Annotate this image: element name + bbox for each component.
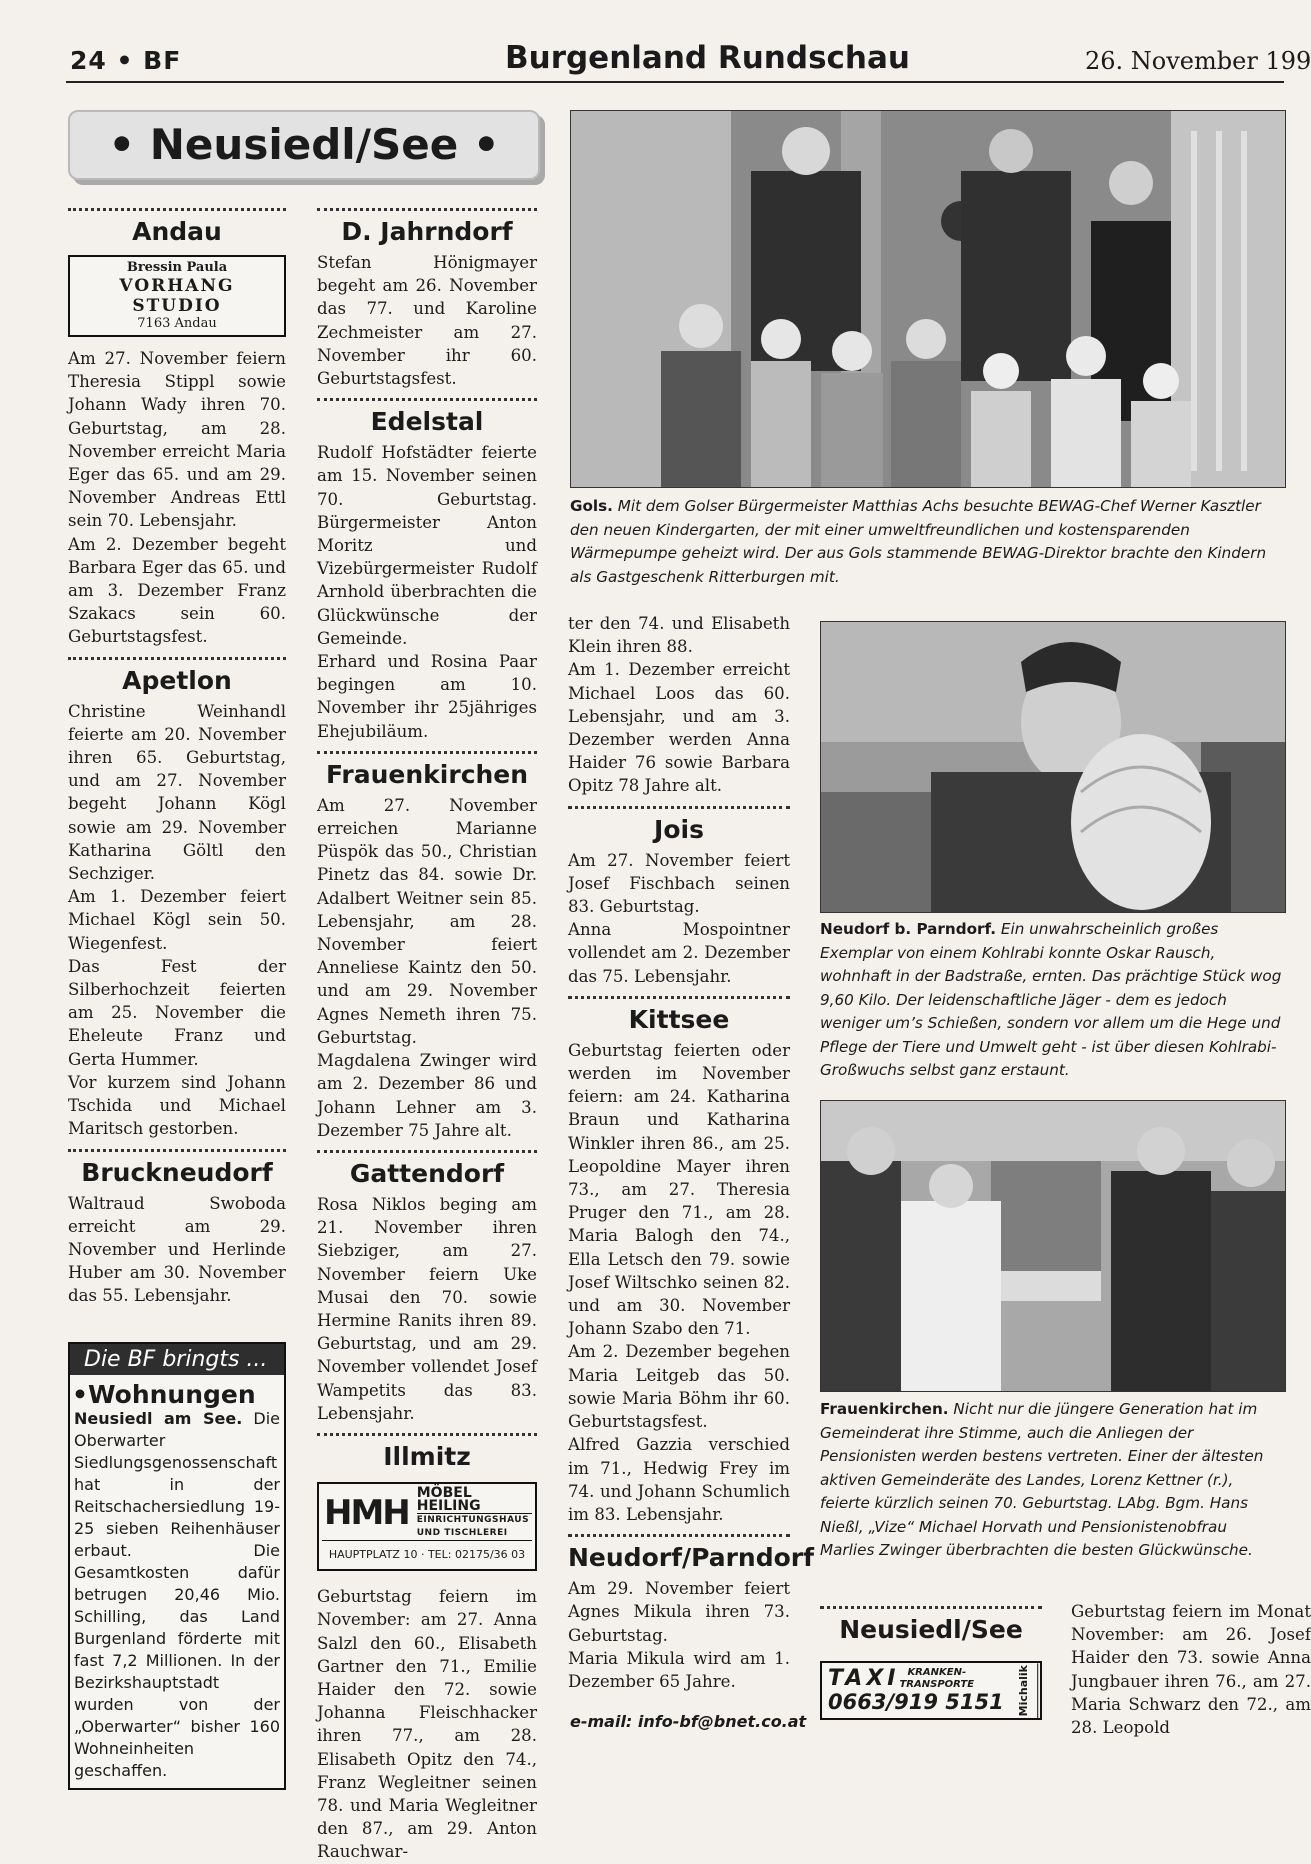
caption-gols [570, 495, 1284, 591]
paragraph: Waltraud Swoboda erreicht am 29. November und Herlinde Huber am 30. November das 55. Lebensjahr. [68, 1193, 286, 1306]
bf-bringts-box [68, 1342, 286, 1790]
bf-box-body: Die Oberwarter Siedlungsgenossenschaft hat in der Reitschachersiedlung 19-25 sieben Reihenhäuser erbaut. Die Gesamtkosten dafür betrugen 20,46 Mio. Schilling, das Land Burgenland förderte mit fast 7,2 Millionen. In der Bezirkshauptstadt wurden von der „Oberwarter“ bisher 160 Wohneinheiten geschaffen. [74, 1408, 280, 1780]
photo-gols-kindergarten [570, 110, 1286, 488]
paragraph: Am 27. November feiern Theresia Stippl sowie Johann Wady ihren 70. Geburtstag, am 28. November erreicht Maria Eger das 65. und am 29. November Andreas Ettl sein 70. Lebensjahr. [68, 349, 286, 531]
heading-illmitz: Illmitz [383, 1441, 471, 1471]
caption-text: Mit dem Golser Bürgermeister Matthias Achs besuchte BEWAG-Chef Werner Kasztler den neuen Kindergarten, der mit einer umweltfreundlichen und kostensparenden Wärmepumpe geheizt wird. Der aus Gols stammende BEWAG-Direktor brachte den Kindern als Gastgeschenk Ritterburgen mit. [570, 497, 1267, 586]
paragraph: Vor kurzem sind Johann Tschida und Michael Maritsch gestorben. [68, 1072, 286, 1139]
heading-apetlon: Apetlon [122, 665, 232, 695]
column-4 [820, 1598, 1042, 1720]
divider [568, 806, 790, 809]
paragraph: Christine Weinhandl feierte am 20. November ihren 65. Geburtstag, und am 27. November begeht Johann Kögl sowie am 29. November Katharina Göltl den Sechziger. [68, 701, 286, 884]
paragraph: Geburtstag feiern im Monat November: am 26. Josef Haider den 73. sowie Anna Jungbauer ihren 76., am 27. Maria Schwarz den 72., am 28. Leopold [1071, 1602, 1311, 1738]
heading-edelstal: Edelstal [370, 407, 484, 437]
paragraph: Am 27. November erreichen Marianne Püspök das 50., Christian Pinetz das 84. sowie Dr. Adalbert Weitner sein 85. Lebensjahr, am 28. November feiert Anneliese Kaintz den 50. und am 29. November Agnes Nemeth ihren 75. Geburtstag. [317, 795, 537, 1047]
column-1 [68, 200, 286, 1790]
paragraph: Geburtstag feiern im November: am 27. Anna Salzl den 60., Elisabeth Gartner den 71., Emilie Haider den 72. sowie Johanna Fleischhacker ihren 77., am 28. Elisabeth Opitz den 74., Franz Wegleitner seinen 78. und Maria Wegleitner den 87., am 29. Anton Rauchwar- [317, 1587, 537, 1862]
photo-frauenkirchen-group [820, 1100, 1286, 1392]
caption-location: Neudorf b. Parndorf. [820, 920, 997, 938]
divider [317, 398, 537, 401]
heading-gattendorf: Gattendorf [349, 1158, 505, 1188]
caption-frauenkirchen [820, 1398, 1284, 1568]
divider [317, 751, 537, 754]
divider [317, 1433, 537, 1436]
caption-location: Frauenkirchen. [820, 1400, 949, 1418]
heading-jahrndorf: D. Jahrndorf [341, 217, 513, 246]
bf-box-lead: Neusiedl am See. [74, 1408, 243, 1428]
taxi-sub [899, 1667, 974, 1691]
header-rule [66, 81, 1284, 83]
paragraph: Am 2. Dezember begeht Barbara Eger das 65. und am 3. Dezember Franz Szakacs sein 60. Geburtstagsfest. [68, 534, 286, 647]
heading-bruckneudorf: Bruckneudorf [81, 1157, 273, 1187]
caption-neudorf [820, 918, 1284, 1088]
taxi-main [822, 1665, 1010, 1716]
newspaper-title: Burgenland Rundschau [505, 40, 910, 76]
taxi-word: TAXI [828, 1666, 900, 1692]
heading-jois: Jois [654, 814, 704, 844]
paragraph: Rudolf Hofstädter feierte am 15. November seinen 70. Geburtstag. Bürgermeister Anton Moritz und Vizebürgermeister Rudolf Arnhold überbrachten die Glückwünsche der Gemeinde. [317, 443, 537, 648]
ad-name: MÖBEL HEILING [417, 1487, 532, 1514]
photo-gols-image [571, 111, 1285, 487]
photo-neudorf-kohlrabi [820, 621, 1286, 913]
divider [568, 1534, 790, 1537]
paragraph: Am 2. Dezember begehen Maria Leitgeb das 50. sowie Maria Böhm ihr 60. Geburtstagsfest. [568, 1342, 790, 1432]
taxi-sub-line: TRANSPORTE [899, 1679, 975, 1691]
column-2 [317, 200, 537, 1864]
taxi-top [828, 1667, 1004, 1691]
divider [68, 1149, 286, 1152]
photo-frauenkirchen-image [821, 1101, 1285, 1391]
divider [68, 657, 286, 660]
caption-location: Gols. [570, 497, 613, 515]
hmh-logo: HMH [324, 1493, 409, 1534]
paragraph: Am 29. November feiert Agnes Mikula ihren 73. Geburtstag. [568, 1579, 790, 1645]
taxi-phone: 0663/919 5151 [828, 1690, 1004, 1715]
heading-frauenkirchen: Frauenkirchen [325, 759, 529, 789]
paragraph: Geburtstag feierten oder werden im November feiern: am 24. Katharina Braun und Katharina Winkler ihren 86., am 25. Leopoldine Mayer ihren 73., am 27. Theresia Pruger den 71., am 28. Maria Balogh den 74., Ella Letsch den 79. sowie Josef Wiltschko seinen 82. und am 30. November Johann Szabo den 71. [568, 1040, 790, 1339]
bf-box-text [70, 1408, 284, 1788]
taxi-owner: Michalik [1010, 1663, 1038, 1718]
ad-right [416, 1484, 532, 1540]
page-number: 24 • BF [70, 46, 182, 75]
photo-kohlrabi-image [821, 622, 1285, 912]
column-3 [568, 612, 815, 1693]
paragraph: ter den 74. und Elisabeth Klein ihren 88. [568, 614, 790, 657]
ad-address: HAUPTPLATZ 10 · TEL: 02175/36 03 [322, 1540, 532, 1566]
caption-text: Nicht nur die jüngere Generation hat im Gemeinderat ihre Stimme, auch die Anliegen der Pensionisten werden bestens vertreten. Einer der ältesten aktiven Gemeinderäte des Landes, Lorenz Kettner (r.), feierte kürzlich seinen 70. Geburtstag. LAbg. Bgm. Hans Nießl, „Vize“ Michael Horvath und Pensionistenobfrau Marlies Zwinger überbrachten die besten Glückwünsche. [820, 1400, 1264, 1559]
ad-top [322, 1484, 532, 1540]
taxi-sub-line: KRANKEN- [907, 1667, 967, 1679]
section-banner: • Neusiedl/See • [68, 110, 540, 180]
bf-box-head: Die BF bringts ... [70, 1344, 284, 1375]
ad-sub: UND TISCHLEREI [416, 1527, 508, 1538]
divider [568, 996, 790, 999]
caption-text: Ein unwahrscheinlich großes Exemplar von einem Kohlrabi konnte Oskar Rausch, wohnhaft in der Badstraße, ernten. Das prächtige Stück wog 9,60 Kilo. Der leidenschaftliche Jäger - dem es jedoch weniger um’s Schießen, sondern vor allem um die Hege und Pflege der Tiere und Umwelt geht - ist über diesen Kohlrabi-Großwuchs selbst ganz erstaunt. [820, 920, 1282, 1079]
ad-taxi [820, 1661, 1042, 1720]
heading-andau: Andau [132, 217, 222, 246]
paragraph: Magdalena Zwinger wird am 2. Dezember 86 und Johann Lehner am 3. Dezember 75 Jahre alt. [317, 1051, 537, 1140]
paragraph: Das Fest der Silberhochzeit feierten am 25. November die Eheleute Franz und Gerta Hummer. [68, 956, 286, 1069]
paragraph: Maria Mikula wird am 1. Dezember 65 Jahre. [568, 1648, 790, 1691]
paragraph: Am 27. November feiert Josef Fischbach seinen 83. Geburtstag. [568, 850, 790, 917]
bf-box-title: •Wohnungen [72, 1379, 256, 1409]
ad-sub: EINRICHTUNGSHAUS [416, 1514, 530, 1525]
heading-kittsee: Kittsee [628, 1004, 730, 1034]
ad-line: 7163 Andau [137, 316, 217, 331]
divider [68, 208, 286, 211]
ad-moebel-heiling [317, 1482, 537, 1571]
issue-date: 26. November 199 [1085, 47, 1311, 75]
column-5 [1071, 1600, 1311, 1770]
paragraph: Alfred Gazzia verschied im 71., Hedwig Frey im 74. und Johann Schumlich im 83. Lebensjahr. [568, 1435, 790, 1524]
heading-neusiedl: Neusiedl/See [839, 1615, 1023, 1644]
divider [820, 1606, 1042, 1609]
heading-neudorf-parndorf: Neudorf/Parndorf [568, 1543, 815, 1573]
paragraph: Erhard und Rosina Paar begingen am 10. November ihr 25jähriges Ehejubiläum. [317, 652, 537, 741]
paragraph: Rosa Niklos beging am 21. November ihren Siebziger, am 27. November feiern Uke Musai den 70. sowie Hermine Ranits ihren 89. Geburtstag, und am 29. November vollendet Josef Wampetits das 83. Lebensjahr. [317, 1194, 537, 1423]
paragraph: Am 1. Dezember erreicht Michael Loos das 60. Lebensjahr, und am 3. Dezember werden Anna Haider 76 sowie Barbara Opitz 78 Jahre alt. [568, 660, 790, 796]
email-address[interactable]: e-mail: info-bf@bnet.co.at [570, 1712, 807, 1731]
ad-vorhang-studio [68, 255, 286, 337]
divider [317, 208, 537, 211]
ad-line: Bressin Paula [126, 260, 228, 275]
paragraph: Anna Mospointner vollendet am 2. Dezember das 75. Lebensjahr. [568, 920, 790, 986]
ad-line: VORHANG STUDIO [119, 276, 235, 316]
divider [317, 1150, 537, 1153]
paragraph: Stefan Hönigmayer begeht am 26. November das 77. und Karoline Zechmeister am 27. November ihr 60. Geburtstagsfest. [317, 253, 537, 389]
paragraph: Am 1. Dezember feiert Michael Kögl sein 50. Wiegenfest. [68, 887, 286, 953]
